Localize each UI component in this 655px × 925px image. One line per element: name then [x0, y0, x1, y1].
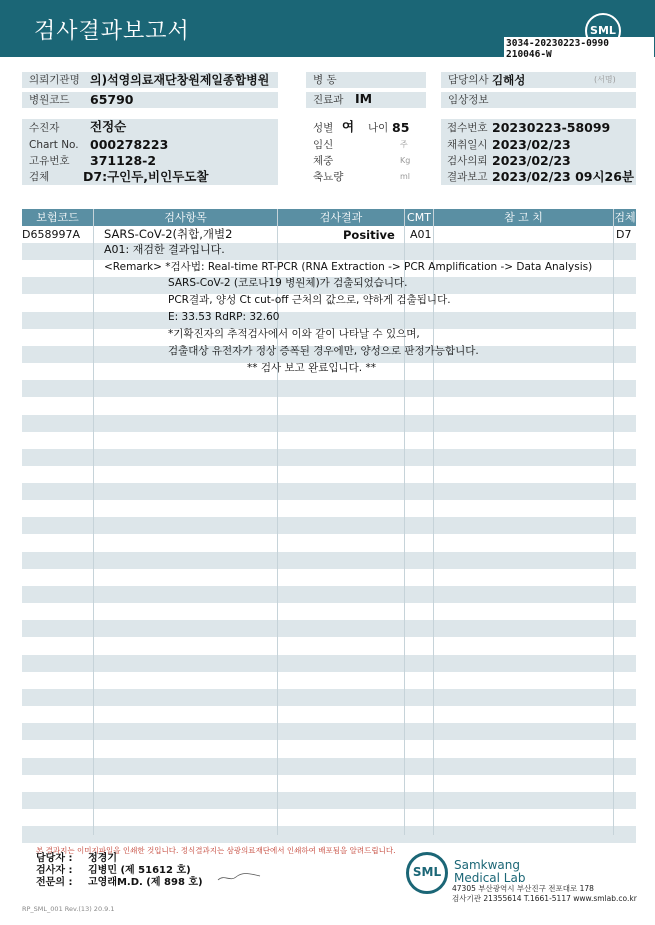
department-label-cell: 진료과 — [306, 92, 426, 108]
remark-line: E: 33.53 RdRP: 32.60 — [168, 311, 280, 323]
report-value: 2023/02/23 09시26분 — [492, 169, 635, 184]
patient-label: 수진자 — [29, 122, 60, 134]
lab-logo: SML — [406, 852, 448, 894]
request-label: 검사의뢰 — [447, 155, 488, 167]
ward-label: 병 동 — [306, 72, 426, 88]
table-stripe-row — [22, 552, 636, 569]
report-label: 결과보고 — [447, 171, 488, 183]
table-stripe-row — [22, 689, 636, 706]
table-stripe-row — [22, 758, 636, 775]
table-stripe-row — [22, 517, 636, 534]
sex-label: 성별 — [313, 122, 334, 134]
remark-line: A01: 재검한 결과입니다. — [104, 243, 225, 256]
lab-name: Samkwang Medical Lab — [454, 858, 526, 885]
staff-tester: 검사자 : 김병민 (제 51612 호) — [36, 865, 191, 876]
row-specimen: D7 — [616, 228, 632, 241]
chart-value: 000278223 — [90, 137, 169, 152]
table-stripe-row — [22, 723, 636, 740]
document-number-line2: 210046-W — [506, 49, 552, 60]
row-insurance-code: D658997A — [22, 228, 80, 241]
document-number-line1: 3034-20230223-0990 — [506, 38, 609, 49]
institution-label-cell: 의뢰기관명 — [22, 72, 278, 88]
remark-line: SARS-CoV-2 (코로나19 병원체)가 검출되었습니다. — [168, 277, 408, 289]
sml-logo-text: SML — [590, 24, 616, 37]
col-header-result: 검사결과 — [278, 209, 404, 226]
table-stripe-row — [22, 586, 636, 603]
col-header-cmt: CMT — [405, 209, 433, 226]
col-divider — [613, 209, 614, 835]
col-header-reference: 참 고 치 — [434, 209, 613, 226]
chart-label: Chart No. — [29, 139, 79, 151]
request-value: 2023/02/23 — [492, 153, 571, 168]
doctor-label: 담당의사 — [441, 72, 636, 88]
hospital-code-value: 65790 — [90, 92, 134, 107]
weight-label: 체중 — [313, 155, 334, 167]
specimen-value: D7:구인두,비인두도찰 — [83, 169, 209, 184]
col-header-item: 검사항목 — [94, 209, 277, 226]
lab-address: 47305 부산광역시 부산진구 전포대로 178 검사기관 21355614 T.1661-5117 www.smlab.co.kr — [452, 884, 637, 903]
form-code: RP_SML_001 Rev.(13) 20.9.1 — [22, 905, 115, 913]
urine-label: 축뇨량 — [313, 171, 344, 183]
age-value: 85 — [392, 120, 410, 135]
staff-specialist: 전문의 : 고영래M.D. (제 898 호) — [36, 877, 203, 888]
department-value: IM — [355, 91, 373, 106]
remark-line: ** 검사 보고 완료입니다. ** — [247, 362, 376, 374]
table-stripe-row — [22, 792, 636, 809]
sex-value: 여 — [342, 119, 355, 134]
remark-line: <Remark> *검사법: Real-time RT-PCR (RNA Extraction -> PCR Amplification -> Data Analysis) — [104, 261, 593, 273]
remark-line: 검출대상 유전자가 정상 증폭된 경우에만, 양성으로 판정가능합니다. — [168, 345, 479, 357]
report-title: 검사결과보고서 — [34, 19, 190, 44]
unique-value: 371128-2 — [90, 153, 157, 168]
table-stripe-row — [22, 826, 636, 843]
patient-value: 전정순 — [90, 119, 127, 134]
col-divider — [93, 209, 94, 835]
table-stripe-row — [22, 620, 636, 637]
footer-note: 본 결과지는 이미지파일을 인쇄한 것입니다. 정식결과지는 삼광의료재단에서 인쇄하여 배포됨을 알려드립니다. — [36, 846, 396, 855]
clinical-info-label: 임상정보 — [441, 92, 636, 108]
pregnancy-label: 임신 — [313, 139, 334, 151]
collection-value: 2023/02/23 — [492, 137, 571, 152]
collection-label: 채취일시 — [447, 139, 488, 151]
hospital-code-label-cell: 병원코드 — [22, 92, 278, 108]
weight-unit: Kg — [400, 156, 411, 165]
row-test-result: Positive — [343, 228, 395, 242]
row-test-item: SARS-CoV-2(취합,개별2 — [104, 227, 233, 241]
institution-value: 의)석영의료재단창원제일종합병원 — [90, 73, 270, 87]
doctor-sign-hint: (서명) — [594, 75, 616, 84]
signature-mark — [216, 870, 262, 884]
col-header-code: 보험코드 — [22, 209, 93, 226]
staff-person-in-charge: 담당자 : 정경기 — [36, 853, 117, 864]
urine-unit: ml — [400, 172, 411, 181]
unique-label: 고유번호 — [29, 155, 70, 167]
table-stripe-row — [22, 449, 636, 466]
table-stripe-row — [22, 483, 636, 500]
age-label: 나이 — [368, 122, 389, 134]
accession-value: 20230223-58099 — [492, 120, 611, 135]
doctor-value: 김해성 — [492, 73, 526, 87]
specimen-label: 검체 — [29, 171, 50, 183]
table-stripe-row — [22, 655, 636, 672]
remark-line: PCR결과, 양성 Ct cut-off 근처의 값으로, 약하게 검출됩니다. — [168, 294, 451, 306]
col-header-specimen: 검체 — [614, 211, 636, 224]
table-stripe-row — [22, 380, 636, 397]
table-stripe-row — [22, 415, 636, 432]
row-cmt: A01 — [410, 228, 432, 241]
remark-line: *기확진자의 추적검사에서 이와 같이 나타날 수 있으며, — [168, 328, 420, 340]
accession-label: 접수번호 — [447, 122, 488, 134]
pregnancy-unit: 주 — [400, 140, 408, 149]
document-number — [504, 37, 654, 61]
